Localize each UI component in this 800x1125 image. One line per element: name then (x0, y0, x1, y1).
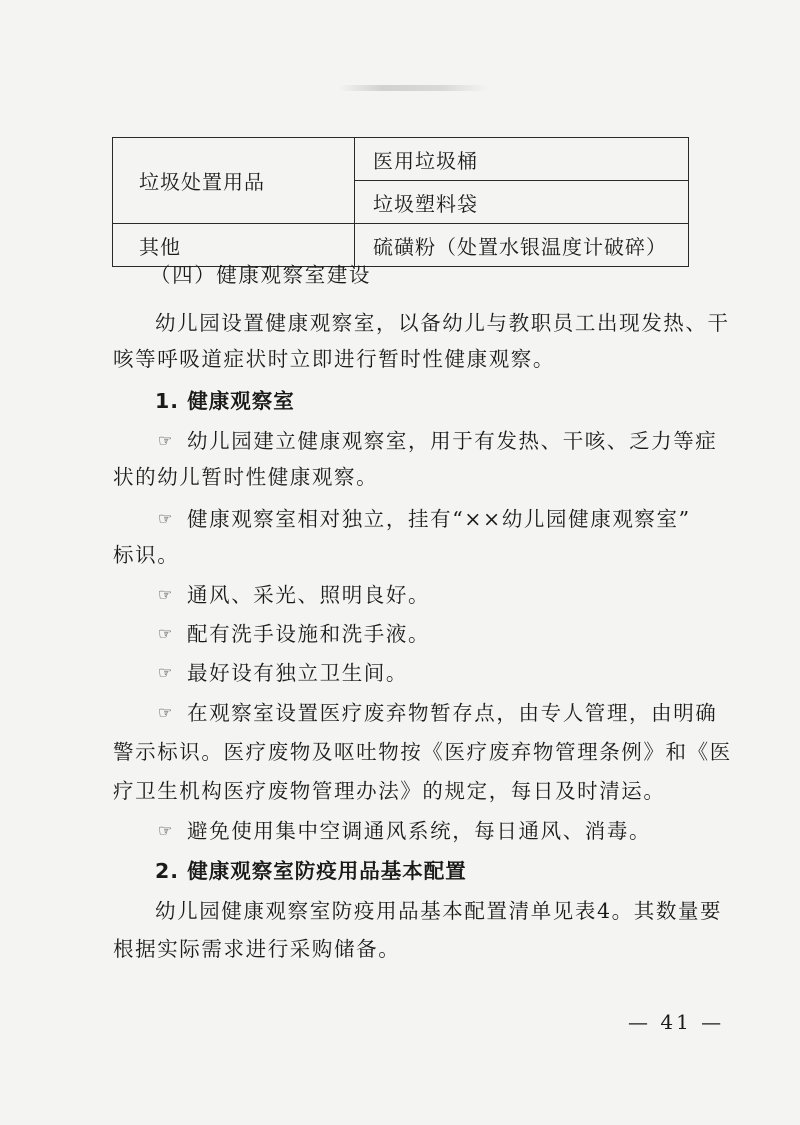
bullet-text: 通风、采光、照明良好。 (187, 583, 431, 607)
item-cell: 医用垃圾桶 (355, 138, 689, 181)
paragraph-line: 根据实际需求进行采购储备。 (113, 937, 401, 961)
bullet-text: 配有洗手设施和洗手液。 (187, 622, 431, 646)
pointing-hand-icon: ☞ (158, 821, 174, 840)
pointing-hand-icon: ☞ (158, 663, 174, 682)
bullet-item (155, 427, 717, 455)
bullet-continuation: 警示标识。医疗废物及呕吐物按《医疗废弃物管理条例》和《医 (113, 740, 732, 764)
bullet-item (155, 817, 651, 845)
bullet-item (155, 699, 717, 727)
bullet-text: 避免使用集中空调通风系统，每日通风、消毒。 (187, 819, 652, 843)
bullet-continuation: 标识。 (113, 543, 180, 567)
section-heading: （四）健康观察室建设 (150, 263, 371, 287)
table-row (113, 138, 689, 181)
page-number: — 41 — (628, 1010, 725, 1034)
bullet-text: 幼儿园建立健康观察室，用于有发热、干咳、乏力等症 (187, 429, 718, 453)
category-cell: 垃圾处置用品 (113, 138, 355, 224)
item-cell: 硫磺粉（处置水银温度计破碎） (355, 224, 689, 267)
scan-smudge (338, 85, 488, 91)
bullet-item (155, 620, 430, 648)
subsection-heading: 1. 健康观察室 (155, 389, 295, 413)
item-cell: 垃圾塑料袋 (355, 181, 689, 224)
supply-table (112, 137, 689, 267)
pointing-hand-icon: ☞ (158, 431, 174, 450)
bullet-text: 最好设有独立卫生间。 (187, 661, 408, 685)
bullet-item (155, 659, 408, 687)
paragraph-line: 幼儿园健康观察室防疫用品基本配置清单见表4。其数量要 (155, 899, 723, 923)
category-cell: 其他 (113, 224, 355, 267)
bullet-text: 健康观察室相对独立，挂有“××幼儿园健康观察室” (187, 507, 691, 531)
bullet-text: 在观察室设置医疗废弃物暂存点，由专人管理，由明确 (187, 701, 718, 725)
bullet-continuation: 状的幼儿暂时性健康观察。 (113, 465, 379, 489)
pointing-hand-icon: ☞ (158, 624, 174, 643)
intro-paragraph-line: 咳等呼吸道症状时立即进行暂时性健康观察。 (113, 347, 555, 371)
subsection-heading: 2. 健康观察室防疫用品基本配置 (155, 859, 467, 883)
bullet-item (155, 505, 691, 533)
pointing-hand-icon: ☞ (158, 585, 174, 604)
pointing-hand-icon: ☞ (158, 703, 174, 722)
bullet-item (155, 581, 430, 609)
pointing-hand-icon: ☞ (158, 509, 174, 528)
intro-paragraph-line: 幼儿园设置健康观察室，以备幼儿与教职员工出现发热、干 (155, 311, 730, 335)
bullet-continuation: 疗卫生机构医疗废物管理办法》的规定，每日及时清运。 (113, 779, 666, 803)
